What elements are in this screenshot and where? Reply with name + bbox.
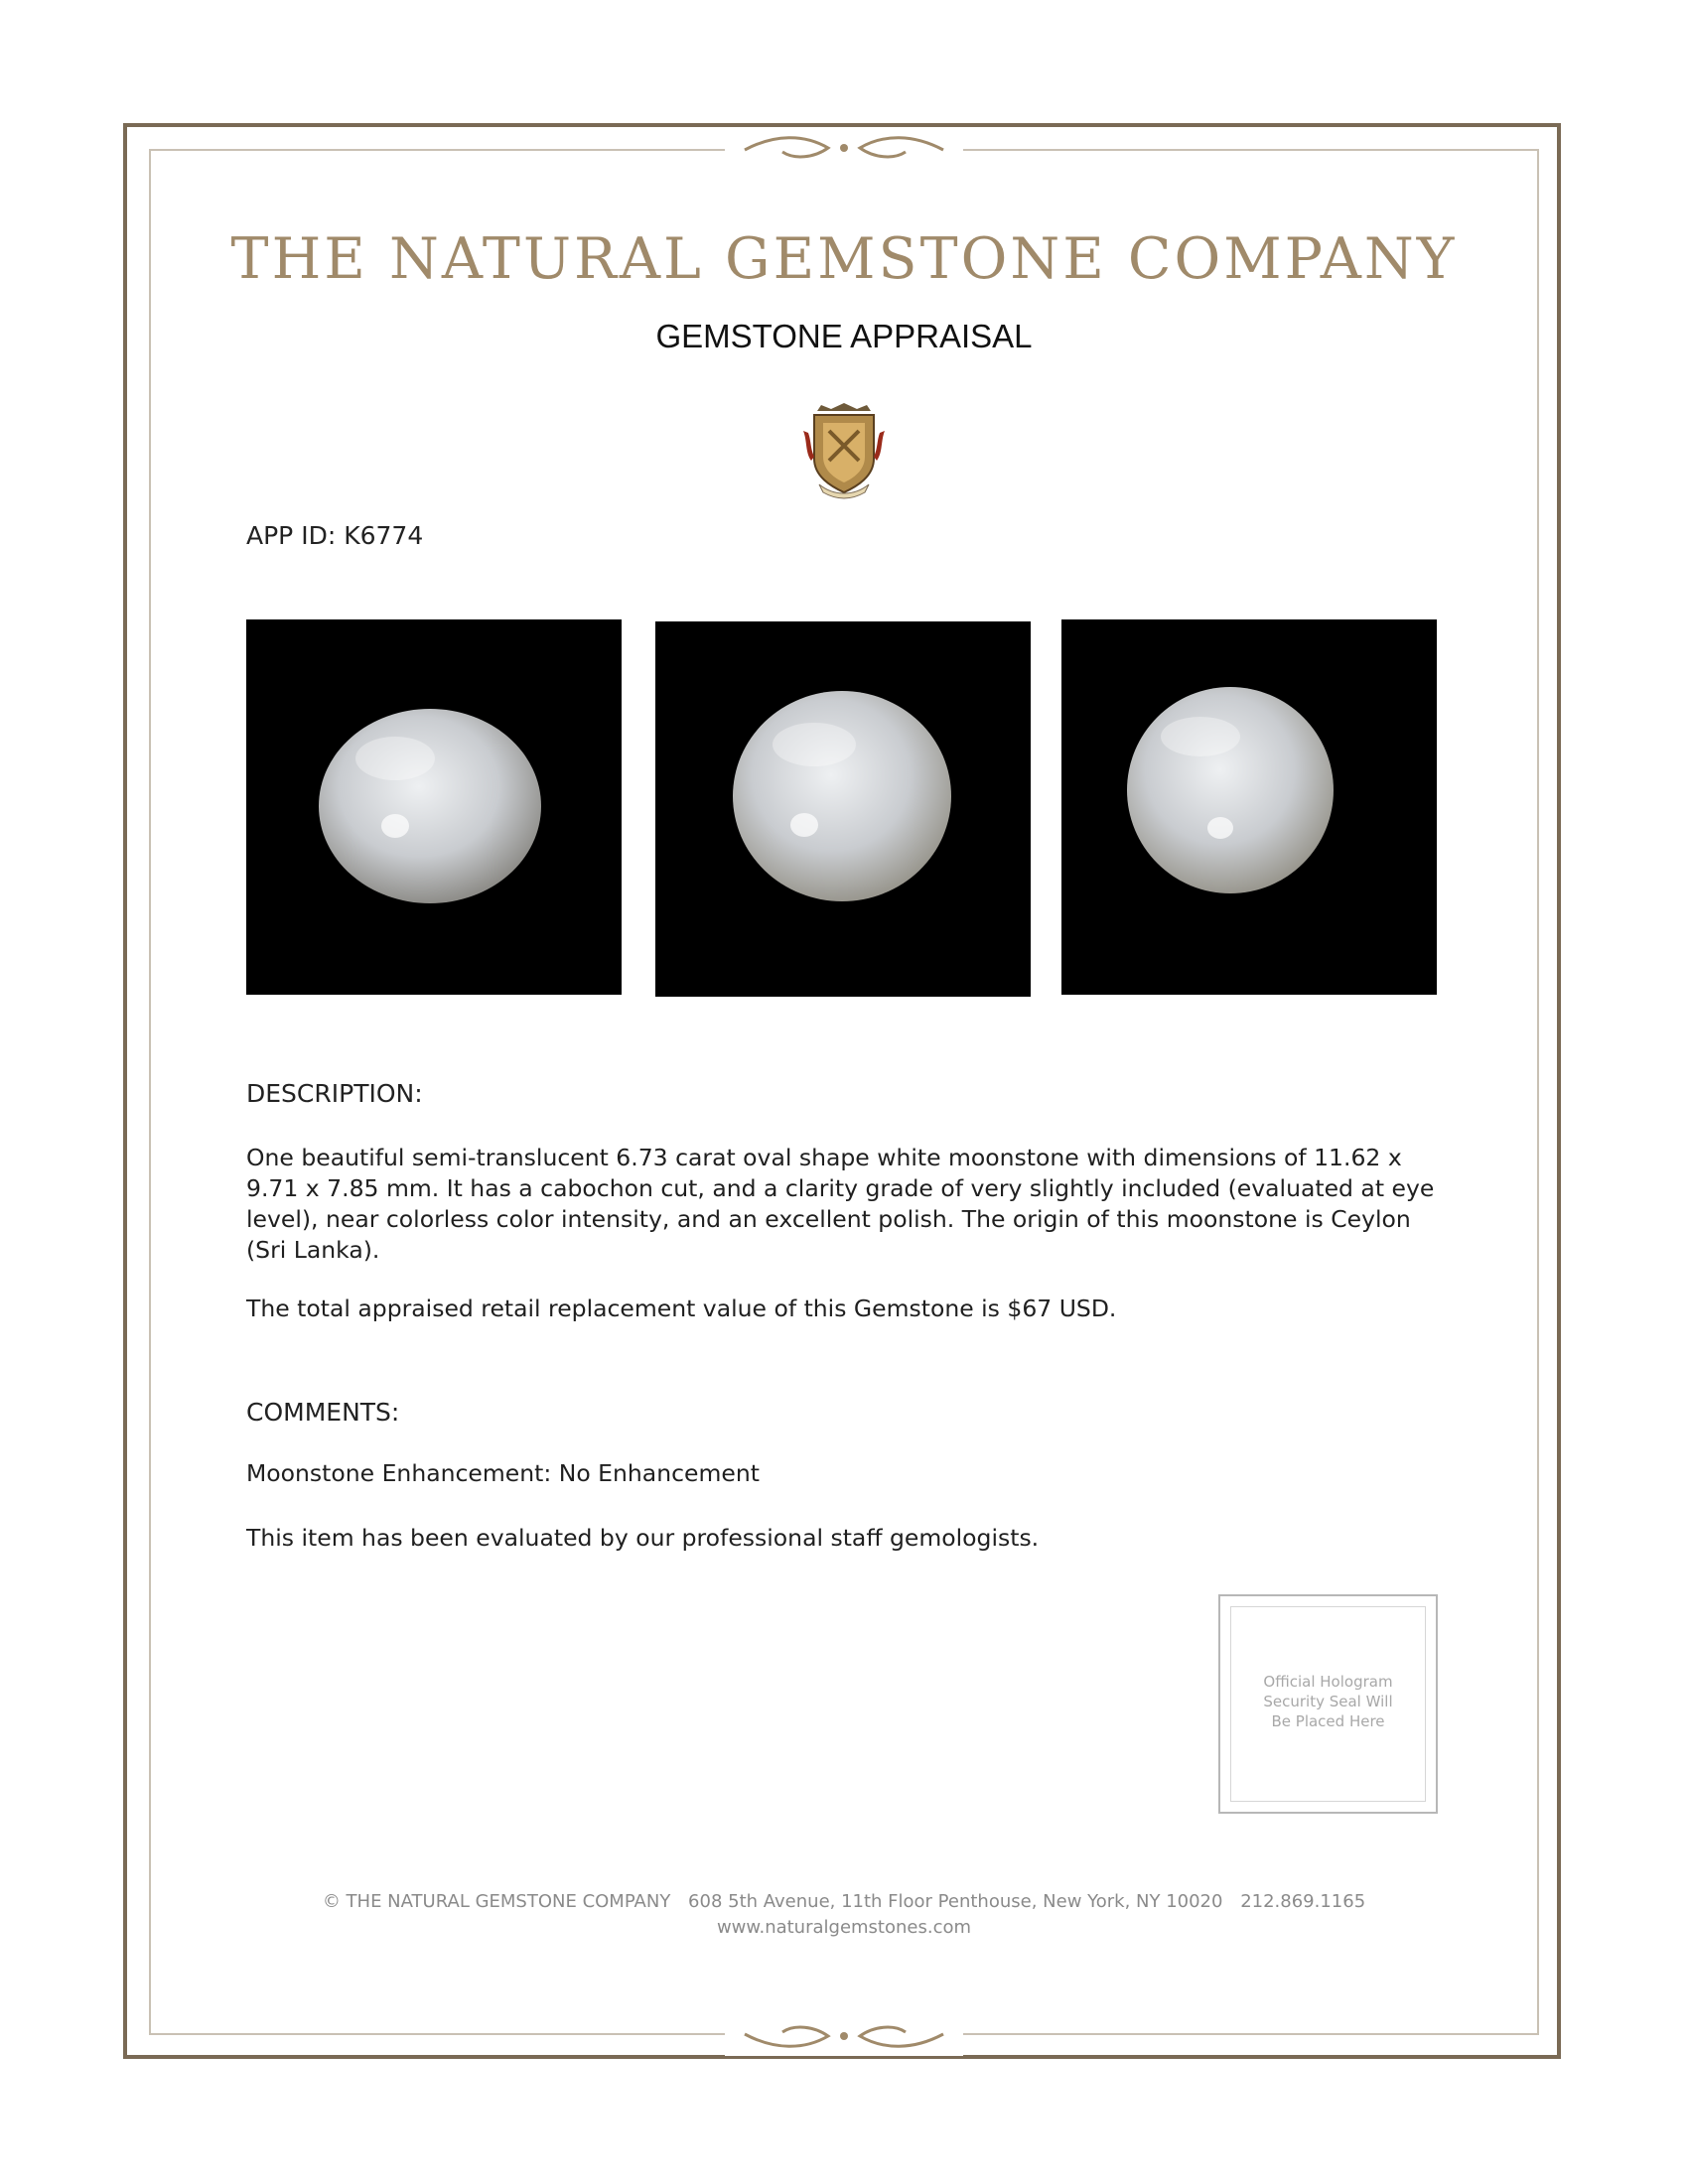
- document-title: GEMSTONE APPRAISAL: [655, 318, 1033, 354]
- top-flourish-ornament: [725, 128, 963, 168]
- heraldic-crest-icon: [799, 401, 889, 500]
- gem-photo-2: [655, 621, 1031, 997]
- description-heading: DESCRIPTION:: [246, 1079, 423, 1108]
- hologram-seal-text: [1240, 1672, 1416, 1731]
- app-id-value: K6774: [344, 521, 424, 550]
- footer-website: www.naturalgemstones.com: [716, 1917, 972, 1938]
- comments-heading: COMMENTS:: [246, 1398, 400, 1427]
- seal-line-1: Official Hologram: [1263, 1673, 1393, 1691]
- bottom-flourish-ornament: [725, 2016, 963, 2056]
- description-text: One beautiful semi-translucent 6.73 carat oval shape white moonstone with dimensions of 11.62 x 9.71 x 7.85 mm. It has a cabochon cut, and a clarity grade of very slightly included (evaluated at eye level), near colorless color intensity, and an excellent polish. The origin of this moonstone is Ceylon (Sri Lanka).: [246, 1144, 1435, 1264]
- gem-photo-1: [246, 619, 622, 995]
- footer-phone: 212.869.1165: [1240, 1891, 1366, 1912]
- appraised-value-text: The total appraised retail replacement value of this Gemstone is $67 USD.: [246, 1295, 1117, 1322]
- footer-company: © THE NATURAL GEMSTONE COMPANY: [322, 1891, 671, 1912]
- hologram-seal-placeholder: [1218, 1594, 1438, 1814]
- enhancement-text: Moonstone Enhancement: No Enhancement: [246, 1459, 760, 1487]
- seal-line-3: Be Placed Here: [1271, 1712, 1385, 1730]
- company-name-title: THE NATURAL GEMSTONE COMPANY: [230, 226, 1458, 292]
- seal-line-2: Security Seal Will: [1263, 1693, 1393, 1710]
- gem-photo-3: [1061, 619, 1437, 995]
- app-id-label: APP ID:: [246, 521, 337, 550]
- footer-address: 608 5th Avenue, 11th Floor Penthouse, New York, NY 10020: [688, 1891, 1223, 1912]
- footer-contact-line: [149, 1891, 1539, 1912]
- evaluation-text: This item has been evaluated by our professional staff gemologists.: [246, 1524, 1040, 1552]
- app-id: [246, 521, 423, 550]
